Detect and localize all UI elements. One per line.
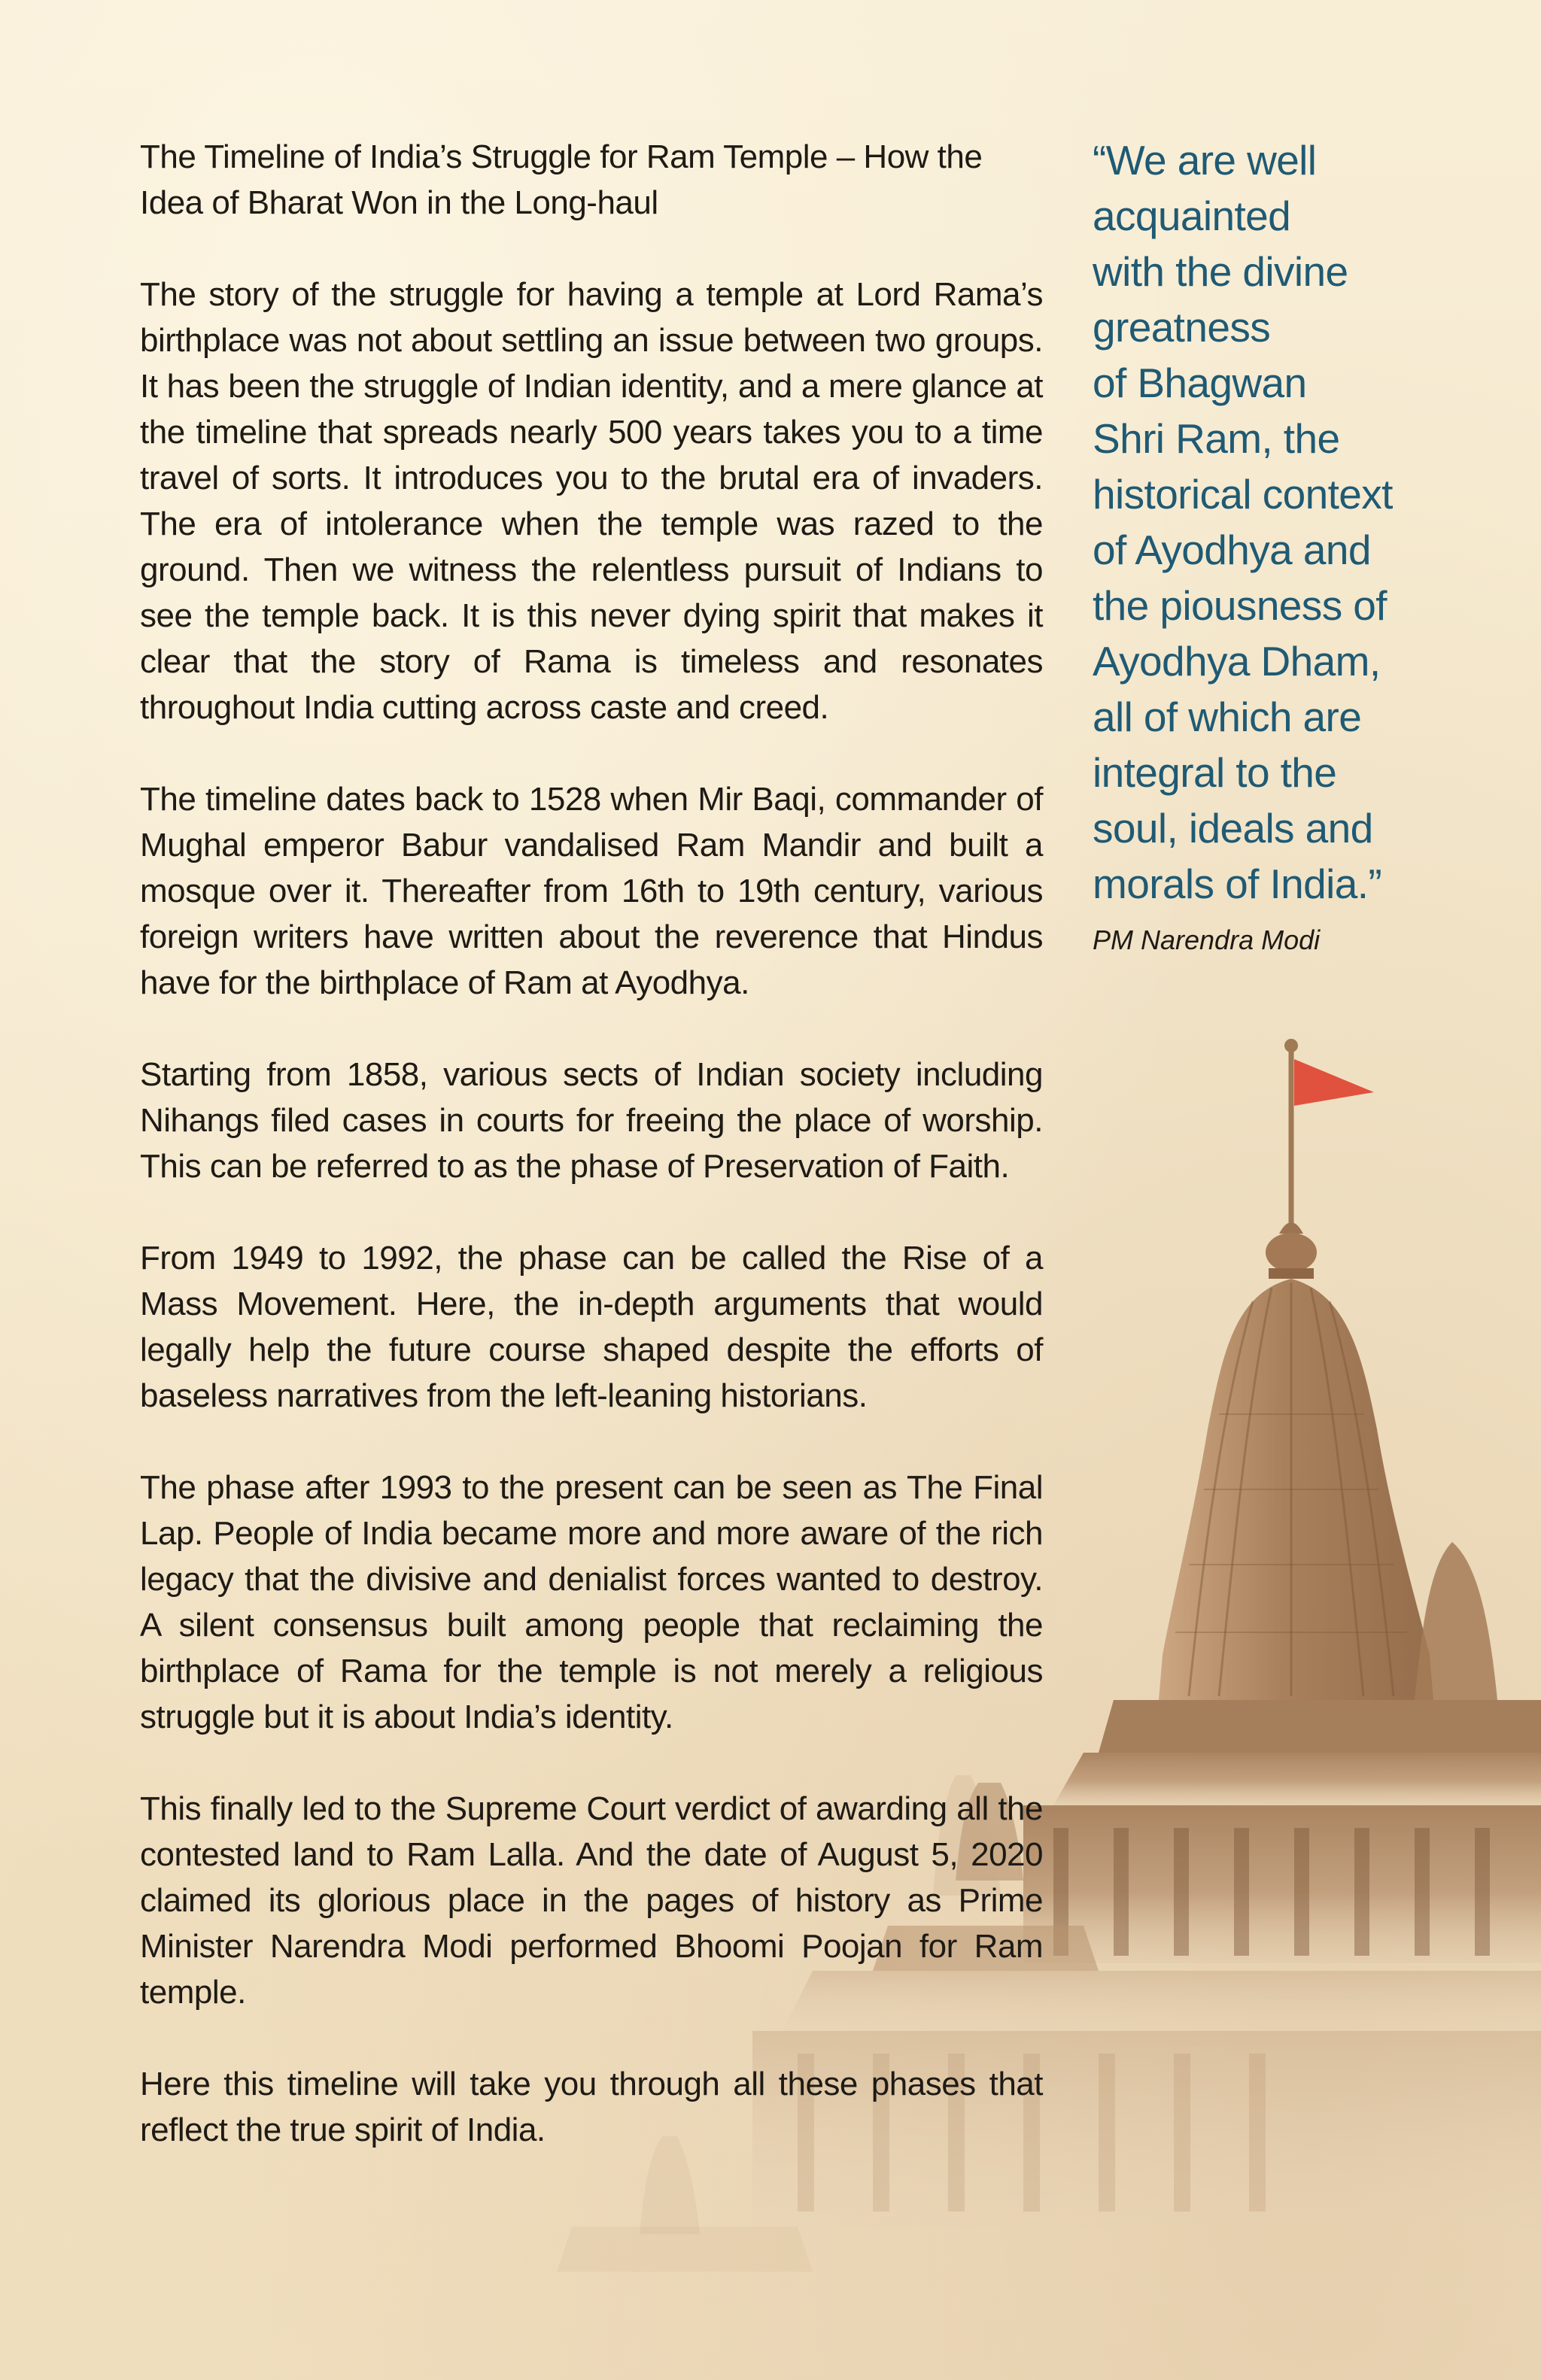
article-paragraph: The story of the struggle for having a temple at Lord Rama’s birthplace was not about settling an issue between two groups. It has been the struggle of Indian identity, and a mere glance at the timeline that spreads nearly 500 years takes you to a time travel of sorts. It introduces you to the brutal era of invaders. The era of intolerance when the temple was razed to the ground. Then we witness the relentless pursuit of Indians to see the temple back. It is this never dying spirit that makes it clear that the story of Rama is timeless and resonates throughout India cutting across caste and creed. <box>140 276 1043 726</box>
article-paragraph: Starting from 1858, various sects of Indian society including Nihangs filed cases in courts for freeing the place of worship. This can be referred to as the phase of Preservation of Faith. <box>140 1056 1043 1185</box>
quote-attribution: PM Narendra Modi <box>1093 924 1321 955</box>
article-paragraph: This finally led to the Supreme Court verdict of awarding all the contested land to Ram Lalla. And the date of August 5, 2020 claimed its glorious place in the pages of history as Prime Minister Narendra Modi performed Bhoomi Poojan for Ram temple. <box>140 1790 1043 2011</box>
article-paragraph: From 1949 to 1992, the phase can be called the Rise of a Mass Movement. Here, the in-depth arguments that would legally help the future course shaped despite the efforts of baseless narratives from the left-leaning historians. <box>140 1240 1043 1414</box>
article-paragraph: The timeline dates back to 1528 when Mir Baqi, commander of Mughal emperor Babur vandalised Ram Mandir and built a mosque over it. Thereafter from 16th to 19th century, various foreign writers have written about the reverence that Hindus have for the birthplace of Ram at Ayodhya. <box>140 781 1043 1001</box>
pull-quote <box>1093 132 1484 957</box>
flag-icon <box>1294 1059 1374 1106</box>
article-paragraph: The phase after 1993 to the present can be seen as The Final Lap. People of India became more and more aware of the rich legacy that the divisive and denialist forces wanted to destroy. A silent consensus built among people that reclaiming the birthplace of Rama for the temple is not merely a religious struggle but it is about India’s identity. <box>140 1469 1043 1735</box>
article-paragraph: Here this timeline will take you through all these phases that reflect the true spirit of India. <box>140 2066 1043 2148</box>
quote-text: “We are well acquainted with the divine greatness of Bhagwan Shri Ram, the historical context of Ayodhya and the piousness of Ayodhya Dham, all of which are integral to the soul, ideals and morals of India.” <box>1093 137 1393 907</box>
article-title: The Timeline of India’s Struggle for Ram Temple – How the Idea of Bharat Won in the Long-haul <box>140 138 983 221</box>
article-body <box>140 134 1043 2199</box>
